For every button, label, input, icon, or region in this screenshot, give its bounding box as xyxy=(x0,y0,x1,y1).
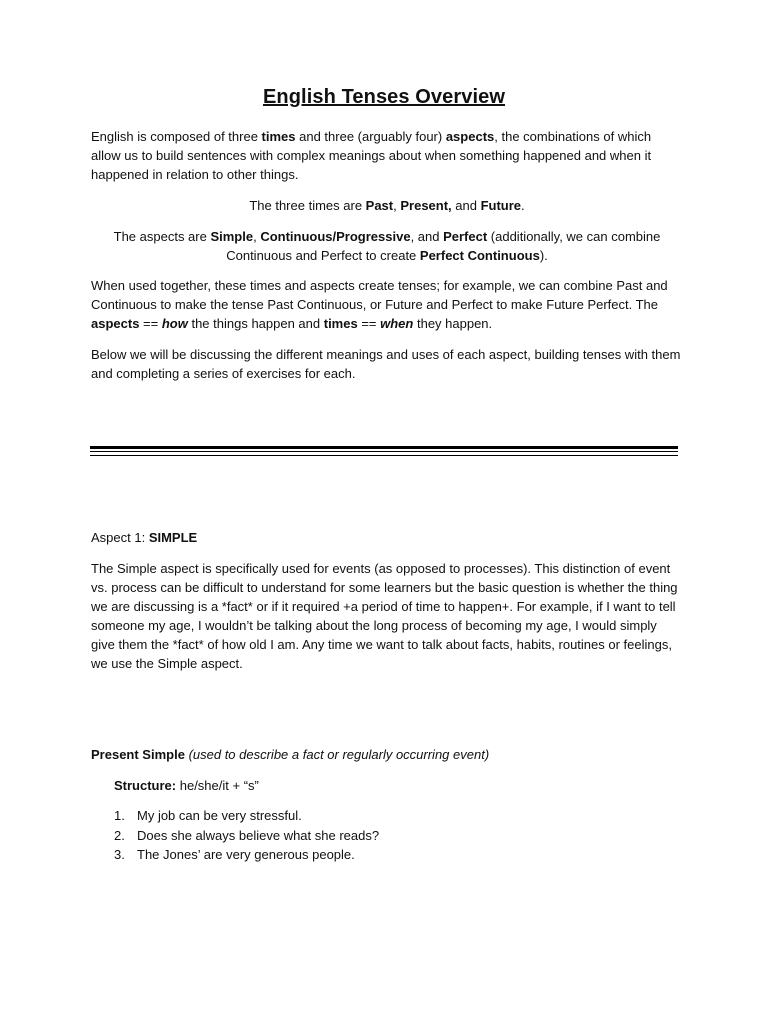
text-run: and three (arguably four) xyxy=(295,129,446,144)
bold-term: Structure: xyxy=(114,778,177,793)
times-paragraph xyxy=(91,196,683,215)
text-run: The aspects are xyxy=(113,229,211,244)
structure-line xyxy=(114,776,674,795)
text-run: Aspect 1: xyxy=(91,530,149,545)
page-title: English Tenses Overview xyxy=(262,86,506,108)
together-paragraph xyxy=(91,276,683,333)
text-run: and xyxy=(451,198,481,213)
aspect1-description: The Simple aspect is specifically used for events (as opposed to processes). This distinction of event vs. process can be difficult to understand for some learners but the basic question is whether the thing we are discussing is a *fact* or if it required +a period of time to happen+. For example, if I want to tell someone my age, I wouldn’t be talking about the long process of becoming my age, I would simply give them the *fact* of how old I am. Any time we want to talk about facts, habits, routines or feelings, we use the Simple aspect. xyxy=(91,561,678,671)
bold-term: Past xyxy=(365,198,394,213)
aspects-paragraph xyxy=(101,227,673,265)
section-divider xyxy=(90,446,678,456)
bold-term: Simple xyxy=(210,229,254,244)
examples-list xyxy=(114,806,379,865)
bold-term: Perfect Continuous xyxy=(419,248,540,263)
below-paragraph: Below we will be discussing the different meanings and uses of each aspect, building tenses with them and completing a series of exercises for each. xyxy=(91,347,681,381)
text-run: ). xyxy=(539,248,548,263)
list-text: My job can be very stressful. xyxy=(137,808,302,823)
list-number: 1. xyxy=(114,808,125,823)
text-run: The three times are xyxy=(249,198,366,213)
bold-term: SIMPLE xyxy=(148,530,198,545)
text-run: the things happen and xyxy=(187,316,324,331)
bold-term: Continuous/Progressive xyxy=(260,229,411,244)
aspect1-heading xyxy=(91,528,683,547)
bold-term: Future xyxy=(480,198,522,213)
text-run: When used together, these times and aspects create tenses; for example, we can combine Past and Continuous to make the tense Past Continuous, or Future and Perfect to make Future Perfect. The xyxy=(91,278,668,312)
list-number: 3. xyxy=(114,847,125,862)
bold-term: aspects xyxy=(445,129,495,144)
list-text: The Jones’ are very generous people. xyxy=(137,847,355,862)
bold-term: aspects xyxy=(91,316,140,331)
intro-paragraph xyxy=(91,127,683,184)
list-text: Does she always believe what she reads? xyxy=(137,827,380,843)
text-run: , xyxy=(393,198,401,213)
text-run: (additionally, we can combine Continuous and Perfect to create xyxy=(226,229,661,263)
list-item xyxy=(114,845,379,865)
italic-note: (used to describe a fact or regularly occurring event) xyxy=(188,747,490,762)
text-run: == xyxy=(139,316,162,331)
text-run: , xyxy=(253,229,261,244)
text-run: . xyxy=(521,198,525,213)
bold-term: Perfect xyxy=(443,229,488,244)
text-run: , and xyxy=(410,229,444,244)
text-run: , the combinations of which allow us to build sentences with complex meanings about when something happened and when it happened in relation to other things. xyxy=(91,129,652,182)
bold-italic-term: when xyxy=(380,316,414,331)
bold-italic-term: how xyxy=(161,316,188,331)
text-run: they happen. xyxy=(413,316,493,331)
list-item xyxy=(114,806,379,826)
bold-term: times xyxy=(323,316,358,331)
text-run: == xyxy=(357,316,381,331)
bold-term: times xyxy=(261,129,296,144)
text-run: English is composed of three xyxy=(91,129,262,144)
present-simple-heading xyxy=(91,745,683,764)
text-run: he/she/it + “s” xyxy=(176,778,259,793)
bold-term: Present Simple xyxy=(91,747,185,762)
bold-term: Present, xyxy=(400,198,452,213)
list-item xyxy=(114,826,379,846)
list-number: 2. xyxy=(114,827,125,843)
